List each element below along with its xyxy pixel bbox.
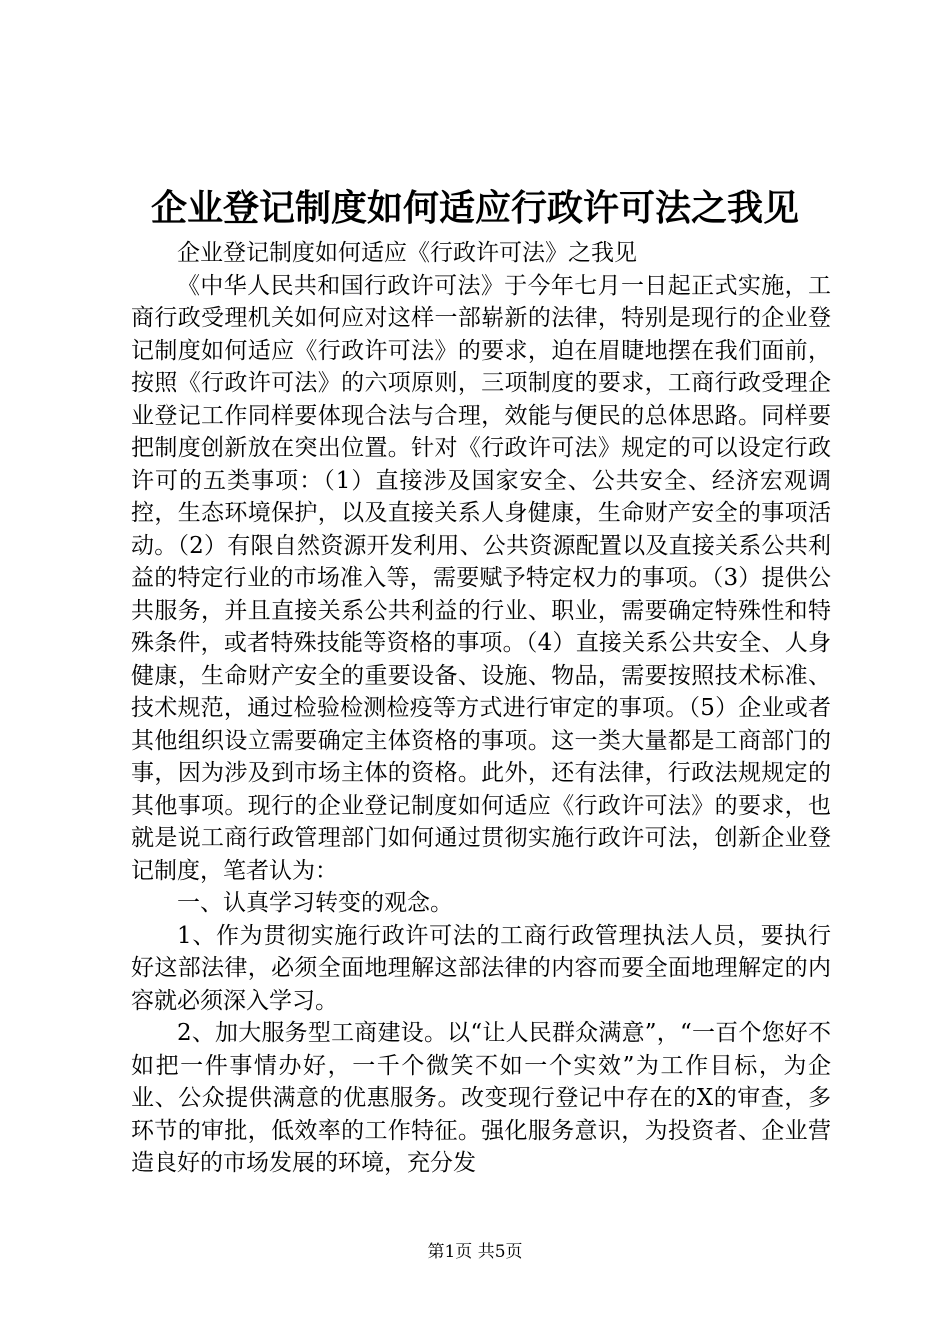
document-body	[131, 237, 831, 1180]
paragraph-subtitle: 企业登记制度如何适应《行政许可法》之我见	[177, 240, 637, 266]
page-number-footer: 第1页 共5页	[427, 1242, 523, 1262]
paragraph-point-1: 1、作为贯彻实施行政许可法的工商行政管理执法人员，要执行好这部法律，必须全面地理解这部法律的内容而要全面地理解定的内容就必须深入学习。	[131, 922, 831, 1014]
document-title: 企业登记制度如何适应行政许可法之我见	[150, 187, 799, 229]
paragraph-section-heading: 一、认真学习转变的观念。	[177, 890, 453, 916]
paragraph-point-2: 2、加大服务型工商建设。以“让人民群众满意”，“一百个您好不如把一件事情办好，一千个微笑不如一个实效”为工作目标，为企业、公众提供满意的优惠服务。改变现行登记中存在的X的审查，多环节的审批，低效率的工作特征。强化服务意识，为投资者、企业营造良好的市场发展的环境，充分发	[131, 1020, 831, 1176]
paragraph-intro: 《中华人民共和国行政许可法》于今年七月一日起正式实施，工商行政受理机关如何应对这样一部崭新的法律，特别是现行的企业登记制度如何适应《行政许可法》的要求，迫在眉睫地摆在我们面前，按照《行政许可法》的六项原则，三项制度的要求，工商行政受理企业登记工作同样要体现合法与合理，效能与便民的总体思路。同样要把制度创新放在突出位置。针对《行政许可法》规定的可以设定行政许可的五类事项：（1）直接涉及国家安全、公共安全、经济宏观调控，生态环境保护，以及直接关系人身健康，生命财产安全的事项活动。（2）有限自然资源开发利用、公共资源配置以及直接关系公共利益的特定行业的市场准入等，需要赋予特定权力的事项。（3）提供公共服务，并且直接关系公共利益的行业、职业，需要确定特殊性和特殊条件，或者特殊技能等资格的事项。（4）直接关系公共安全、人身健康，生命财产安全的重要设备、设施、物品，需要按照技术标准、技术规范，通过检验检测检疫等方式进行审定的事项。（5）企业或者其他组织设立需要确定主体资格的事项。这一类大量都是工商部门的事，因为涉及到市场主体的资格。此外，还有法律，行政法规规定的其他事项。现行的企业登记制度如何适应《行政许可法》的要求，也就是说工商行政管理部门如何通过贯彻实施行政许可法，创新企业登记制度，笔者认为：	[131, 272, 831, 884]
